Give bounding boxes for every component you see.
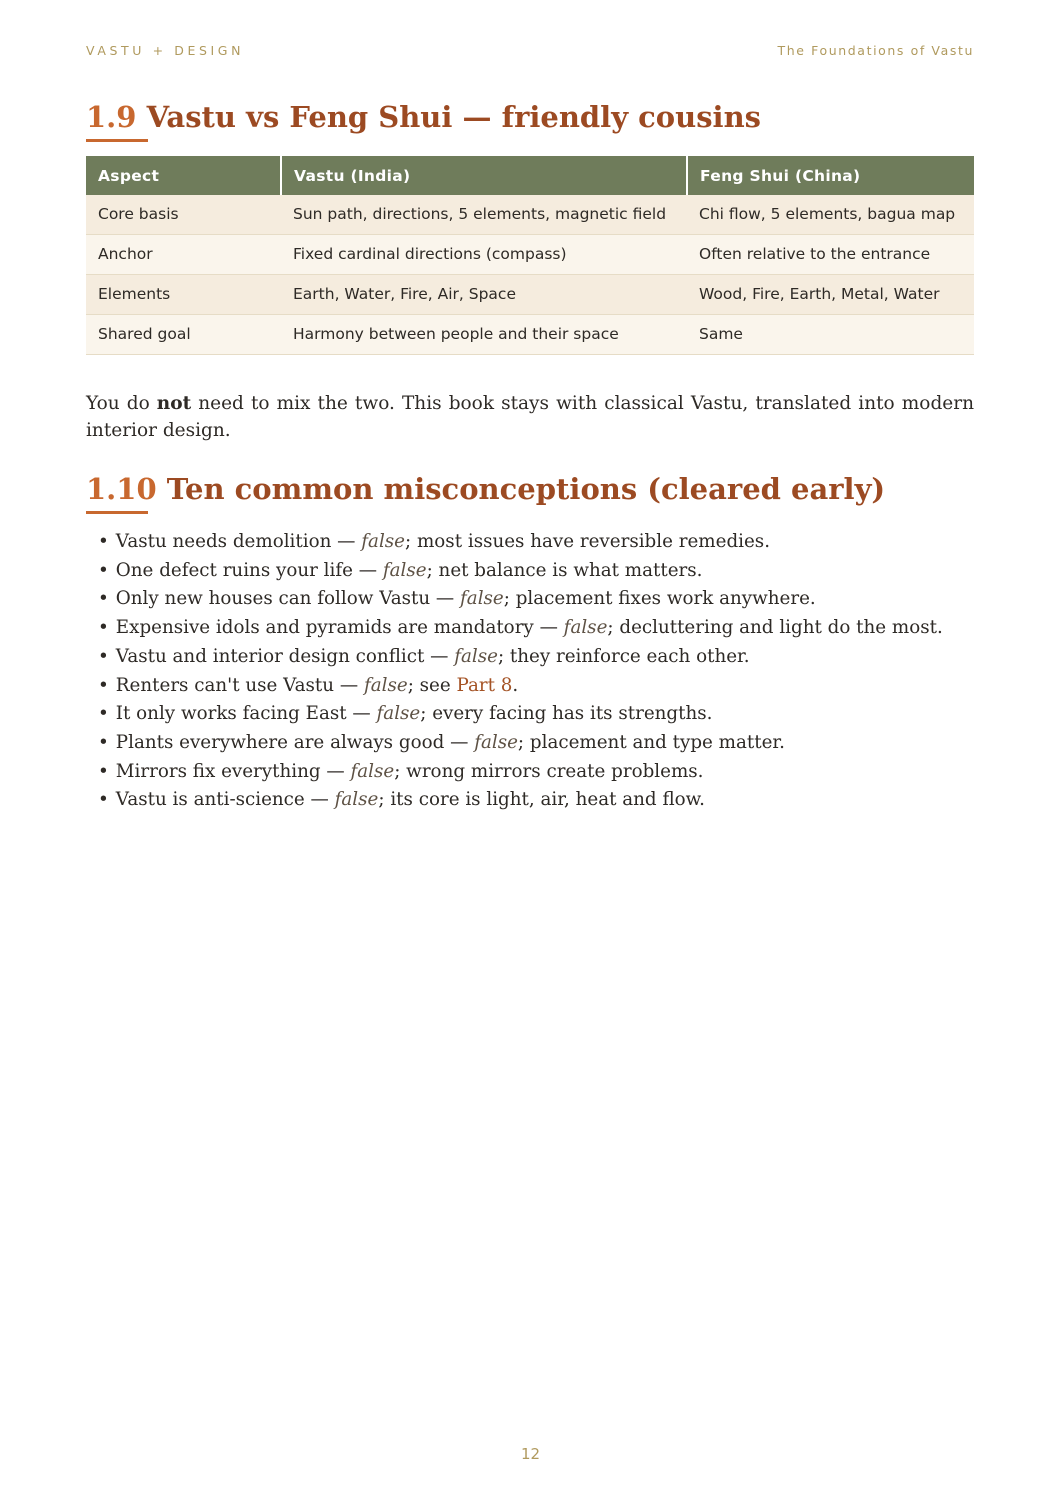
table-row xyxy=(86,195,974,235)
table-cell: Core basis xyxy=(86,195,281,235)
verdict-text: false xyxy=(454,645,498,667)
explanation-text: ; see xyxy=(407,674,457,696)
explanation-text: ; net balance is what matters. xyxy=(426,559,703,581)
punctuation: . xyxy=(512,674,519,696)
column-header-vastu: Vastu (India) xyxy=(281,156,687,195)
table-cell: Harmony between people and their space xyxy=(281,315,687,355)
list-item xyxy=(98,786,943,815)
table-cell: Anchor xyxy=(86,235,281,275)
table-row xyxy=(86,315,974,355)
table-cell: Sun path, directions, 5 elements, magnetic field xyxy=(281,195,687,235)
explanation-text: ; they reinforce each other. xyxy=(497,645,750,667)
list-item xyxy=(98,528,943,557)
column-header-feng-shui: Feng Shui (China) xyxy=(687,156,974,195)
table-cell: Fixed cardinal directions (compass) xyxy=(281,235,687,275)
table-header-row xyxy=(86,156,974,195)
explanation-text: ; its core is light, air, heat and flow. xyxy=(378,789,705,811)
claim-text: Mirrors fix everything — xyxy=(115,760,351,782)
list-item xyxy=(98,729,943,758)
section-heading-1-9 xyxy=(86,100,761,134)
paragraph-emphasis: not xyxy=(156,393,192,414)
list-item xyxy=(98,614,943,643)
verdict-text: false xyxy=(376,703,421,725)
verdict-text: false xyxy=(382,559,427,581)
section-title: Ten common misconceptions (cleared early) xyxy=(166,472,886,506)
heading-underline xyxy=(86,511,148,514)
page-number: 12 xyxy=(520,1445,541,1463)
verdict-text: false xyxy=(474,731,518,753)
verdict-text: false xyxy=(363,674,408,696)
section-number: 1.9 xyxy=(86,100,137,134)
claim-text: One defect ruins your life — xyxy=(115,559,383,581)
list-item xyxy=(98,557,943,586)
explanation-text: ; every facing has its strengths. xyxy=(420,703,713,725)
table-cell: Chi flow, 5 elements, bagua map xyxy=(687,195,974,235)
explanation-text: ; most issues have reversible remedies. xyxy=(405,531,771,552)
claim-text: Vastu is anti-science — xyxy=(115,789,335,811)
table-cell: Earth, Water, Fire, Air, Space xyxy=(281,275,687,315)
table-row xyxy=(86,275,974,315)
explanation-text: ; wrong mirrors create problems. xyxy=(394,760,704,782)
verdict-text: false xyxy=(361,531,405,552)
verdict-text: false xyxy=(460,588,504,610)
section-heading-1-10 xyxy=(86,472,885,506)
claim-text: Plants everywhere are always good — xyxy=(115,731,475,753)
explanation-text: ; decluttering and light do the most. xyxy=(607,617,943,639)
claim-text: Only new houses can follow Vastu — xyxy=(115,588,461,610)
comparison-table xyxy=(86,156,974,355)
column-header-aspect: Aspect xyxy=(86,156,281,195)
list-item xyxy=(98,672,943,701)
table-cell: Often relative to the entrance xyxy=(687,235,974,275)
table-row xyxy=(86,235,974,275)
verdict-text: false xyxy=(350,760,395,782)
section-number: 1.10 xyxy=(86,472,157,506)
claim-text: Vastu and interior design conflict — xyxy=(115,645,455,667)
claim-text: Expensive idols and pyramids are mandatory — xyxy=(115,617,564,639)
claim-text: It only works facing East — xyxy=(115,703,377,725)
table-cell: Elements xyxy=(86,275,281,315)
list-item xyxy=(98,643,943,672)
list-item xyxy=(98,585,943,614)
misconceptions-list xyxy=(98,528,943,815)
table-cell: Shared goal xyxy=(86,315,281,355)
explanation-text: ; placement and type matter. xyxy=(517,731,785,753)
running-head-left: VASTU + DESIGN xyxy=(86,43,245,58)
claim-text: Vastu needs demolition — xyxy=(115,531,362,552)
paragraph-text: You do xyxy=(86,393,157,414)
body-paragraph xyxy=(86,390,974,444)
paragraph-text: need to mix the two. This book stays with classical Vastu, translated into modern interior design. xyxy=(86,393,974,441)
heading-underline xyxy=(86,139,148,142)
section-title: Vastu vs Feng Shui — friendly cousins xyxy=(146,100,761,134)
table-cell: Wood, Fire, Earth, Metal, Water xyxy=(687,275,974,315)
running-head-right: The Foundations of Vastu xyxy=(777,43,974,58)
list-item xyxy=(98,758,943,787)
list-item xyxy=(98,700,943,729)
part-8-link[interactable]: Part 8 xyxy=(456,674,513,696)
explanation-text: ; placement fixes work anywhere. xyxy=(503,588,816,610)
table-cell: Same xyxy=(687,315,974,355)
running-head xyxy=(86,43,974,58)
verdict-text: false xyxy=(563,617,608,639)
verdict-text: false xyxy=(334,789,379,811)
claim-text: Renters can't use Vastu — xyxy=(115,674,364,696)
